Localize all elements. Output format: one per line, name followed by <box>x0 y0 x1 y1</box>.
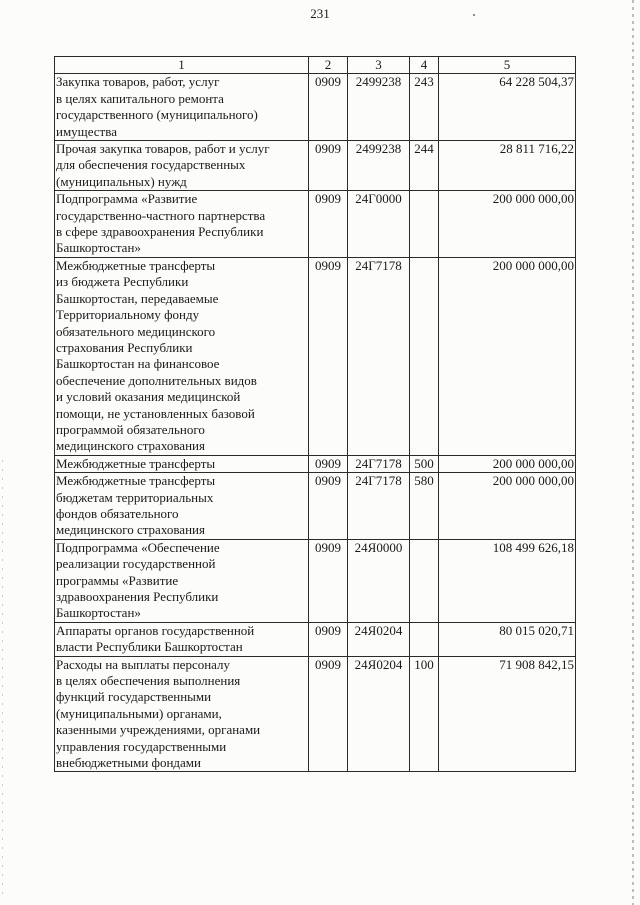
row-section-cell: 0909 <box>309 191 348 258</box>
table-row <box>55 191 576 258</box>
row-amount-cell: 108 499 626,18 <box>439 539 576 622</box>
row-type-cell: 100 <box>410 656 439 772</box>
column-number-row <box>55 57 576 74</box>
row-article-cell: 24Г7178 <box>348 455 410 472</box>
table-row <box>55 141 576 191</box>
column-number-name: 1 <box>55 57 309 74</box>
row-name-cell: Межбюджетные трансферты бюджетам территориальных фондов обязательного медицинского страхования <box>55 473 309 540</box>
row-type-cell <box>410 539 439 622</box>
row-name-cell: Межбюджетные трансферты из бюджета Республики Башкортостан, передаваемые Территориальному фонду обязательного медицинского страхования Республики Башкортостан на финансовое обеспечение дополнительных видов и условий оказания медицинской помощи, не установленных базовой программой обязательного медицинского страхования <box>55 257 309 455</box>
row-type-cell: 580 <box>410 473 439 540</box>
row-section-cell: 0909 <box>309 622 348 656</box>
budget-table <box>54 56 576 772</box>
row-name-cell: Подпрограмма «Обеспечение реализации государственной программы «Развитие здравоохранения Республики Башкортостан» <box>55 539 309 622</box>
row-section-cell: 0909 <box>309 539 348 622</box>
row-section-cell: 0909 <box>309 473 348 540</box>
column-number-article: 3 <box>348 57 410 74</box>
row-amount-cell: 200 000 000,00 <box>439 257 576 455</box>
table-row <box>55 74 576 141</box>
row-type-cell: 243 <box>410 74 439 141</box>
table-row <box>55 656 576 772</box>
row-section-cell: 0909 <box>309 455 348 472</box>
row-name-cell: Прочая закупка товаров, работ и услуг для обеспечения государственных (муниципальных) нужд <box>55 141 309 191</box>
row-amount-cell: 71 908 842,15 <box>439 656 576 772</box>
scan-edge-right <box>632 0 634 905</box>
row-article-cell: 24Г0000 <box>348 191 410 258</box>
row-section-cell: 0909 <box>309 257 348 455</box>
row-article-cell: 24Я0204 <box>348 656 410 772</box>
row-type-cell <box>410 622 439 656</box>
row-article-cell: 2499238 <box>348 141 410 191</box>
column-number-amount: 5 <box>439 57 576 74</box>
row-amount-cell: 200 000 000,00 <box>439 191 576 258</box>
scan-speck <box>473 14 475 16</box>
row-amount-cell: 64 228 504,37 <box>439 74 576 141</box>
table-row <box>55 257 576 455</box>
row-type-cell <box>410 191 439 258</box>
row-article-cell: 24Я0204 <box>348 622 410 656</box>
row-section-cell: 0909 <box>309 74 348 141</box>
table-row <box>55 622 576 656</box>
row-amount-cell: 80 015 020,71 <box>439 622 576 656</box>
row-name-cell: Закупка товаров, работ, услуг в целях капитального ремонта государственного (муниципального) имущества <box>55 74 309 141</box>
row-amount-cell: 200 000 000,00 <box>439 455 576 472</box>
row-section-cell: 0909 <box>309 141 348 191</box>
table-row <box>55 539 576 622</box>
row-name-cell: Межбюджетные трансферты <box>55 455 309 472</box>
page-number: 231 <box>310 6 330 21</box>
row-name-cell: Аппараты органов государственной власти Республики Башкортостан <box>55 622 309 656</box>
column-number-type: 4 <box>410 57 439 74</box>
row-type-cell <box>410 257 439 455</box>
row-article-cell: 24Я0000 <box>348 539 410 622</box>
row-article-cell: 24Г7178 <box>348 257 410 455</box>
row-amount-cell: 28 811 716,22 <box>439 141 576 191</box>
row-type-cell: 244 <box>410 141 439 191</box>
table-row <box>55 455 576 472</box>
row-article-cell: 24Г7178 <box>348 473 410 540</box>
row-section-cell: 0909 <box>309 656 348 772</box>
column-number-section: 2 <box>309 57 348 74</box>
scan-edge-left <box>2 460 3 900</box>
row-article-cell: 2499238 <box>348 74 410 141</box>
row-name-cell: Расходы на выплаты персоналу в целях обеспечения выполнения функций государственными (муниципальными) органами, казенными учреждениями, органами управления государственными внебюджетными фондами <box>55 656 309 772</box>
row-type-cell: 500 <box>410 455 439 472</box>
row-name-cell: Подпрограмма «Развитие государственно-частного партнерства в сфере здравоохранения Республики Башкортостан» <box>55 191 309 258</box>
row-amount-cell: 200 000 000,00 <box>439 473 576 540</box>
table-row <box>55 473 576 540</box>
